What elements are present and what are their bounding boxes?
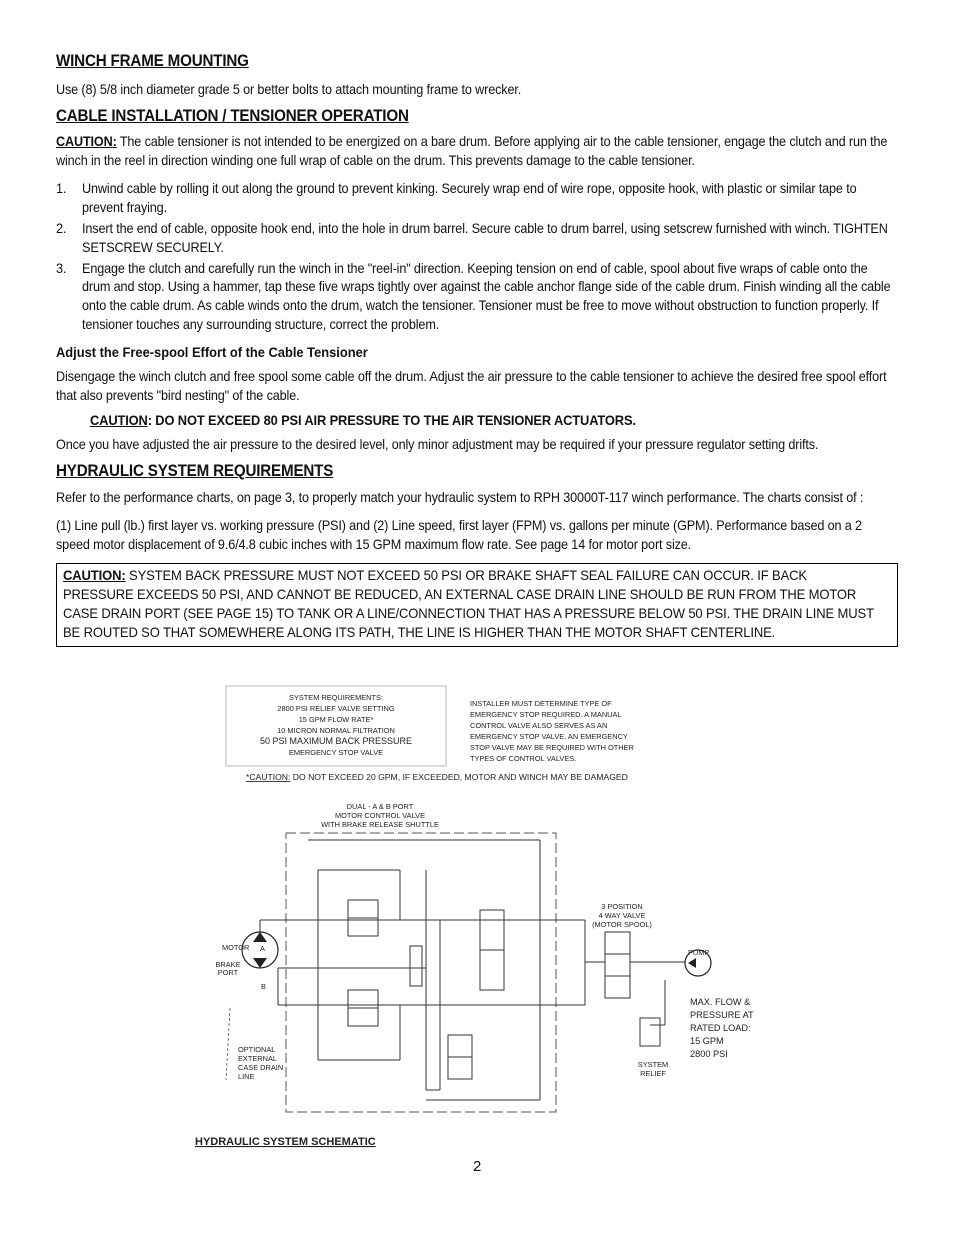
svg-text:DUAL - A & B PORT: DUAL - A & B PORT: [346, 802, 414, 811]
svg-text:SYSTEM REQUIREMENTS:: SYSTEM REQUIREMENTS:: [288, 693, 384, 702]
svg-text:STOP VALVE MAY BE REQUIRED WIT: STOP VALVE MAY BE REQUIRED WITH OTHER: [470, 743, 634, 752]
caution-text: The cable tensioner is not intended to be energized on a bare drum. Before applying air to the cable tensioner, engage the clutch and run the winch in the reel in direction winding one full wrap of cable on the drum. This prevents damage to the cable tensioner.: [56, 133, 888, 168]
svg-text:WITH BRAKE RELEASE SHUTTLE: WITH BRAKE RELEASE SHUTTLE: [321, 820, 439, 829]
svg-text:OPTIONAL: OPTIONAL: [238, 1045, 276, 1054]
dual-valve-label: [321, 802, 439, 829]
svg-text:50 PSI MAXIMUM BACK PRESSURE: 50 PSI MAXIMUM BACK PRESSURE: [259, 736, 413, 746]
installer-note: [470, 699, 634, 763]
cable-steps-list: [56, 180, 898, 334]
svg-text:BRAKE: BRAKE: [215, 960, 241, 969]
freespool-after-text: Once you have adjusted the air pressure to the desired level, only minor adjustment may be required if your pressure regulator setting drifts.: [56, 437, 819, 453]
freespool-text: Disengage the winch clutch and free spool some cable off the drum. Adjust the air pressure to the cable tensioner to achieve the desired free spool effort that also prevents "bird nesting" of the cable.: [56, 368, 887, 403]
svg-text:LINE: LINE: [238, 1072, 255, 1081]
cable-caution-paragraph: [56, 133, 898, 171]
svg-text:EMERGENCY STOP VALVE: EMERGENCY STOP VALVE: [288, 748, 384, 757]
svg-text:15 GPM: 15 GPM: [690, 1036, 724, 1046]
list-item: 3. Engage the clutch and carefully run the winch in the "reel-in" direction. Keeping tension on end of cable, spool about five wraps of cable onto the drum and stop. Using a hammer, tap these five wraps tightly over against the cable anchor flange side of the cable drum. Finish winding all the cable onto the cable drum. As cable winds onto the drum, watch the tensioner. Tensioner must be free to move without obstruction to function properly. If tensioner touches any surrounding structure, correct the problem.: [56, 260, 891, 332]
svg-text:EMERGENCY STOP VALVE. AN EME: EMERGENCY STOP VALVE. AN EMERGENCY: [470, 732, 628, 741]
freespool-caution: CAUTION: DO NOT EXCEED 80 PSI AIR PRESSURE TO THE AIR TENSIONER ACTUATORS.: [90, 412, 636, 429]
page-number: 2: [473, 1158, 482, 1175]
svg-text:MOTOR CONTROL VALVE: MOTOR CONTROL VALVE: [334, 811, 426, 820]
svg-text:PORT: PORT: [217, 968, 239, 977]
port-b-label: B: [261, 982, 266, 991]
caution-label: CAUTION:: [56, 133, 117, 149]
system-relief-valve: [640, 1018, 660, 1046]
requirements-text: [260, 693, 412, 757]
back-pressure-caution-box: CAUTION: SYSTEM BACK PRESSURE MUST NOT EXCEED 50 PSI OR BRAKE SHAFT SEAL FAILURE CAN OCCUR. IF BACK PRESSURE EXCEEDS 50 PSI, AND CANNOT BE REDUCED, AN EXTERNAL CASE DRAIN LINE SHOULD BE RUN FROM THE MOTOR CASE DRAIN PORT (SEE PAGE 15) TO TANK OR A LINE/CONNECTION THAT HAS A PRESSURE BELOW 50 PSI. THE DRAIN LINE MUST BE ROUTED SO THAT SOMEWHERE ALONG ITS PATH, THE LINE IS HIGHER THAN THE MOTOR SHAFT CENTERLINE.: [56, 563, 898, 647]
svg-text:4 WAY VALVE: 4 WAY VALVE: [598, 911, 646, 920]
svg-text:CASE DRAIN: CASE DRAIN: [238, 1063, 284, 1072]
emergency-stop-valve: [448, 1035, 472, 1057]
hydraulic-schematic: [190, 680, 754, 1150]
svg-text:3 POSITION: 3 POSITION: [601, 902, 643, 911]
hydraulic-para-2: (1) Line pull (lb.) first layer vs. working pressure (PSI) and (2) Line speed, first layer (FPM) vs. gallons per minute (GPM). Performance based on a 2 speed motor displacement of 9.6/4.8 cubic inches with 15 GPM maximum flow rate. See page 14 for motor port size.: [56, 517, 862, 552]
heading-hydraulic: HYDRAULIC SYSTEM REQUIREMENTS: [56, 461, 334, 480]
dual-valve-outline: [286, 833, 556, 1112]
case-drain-label: [238, 1045, 283, 1081]
motor-label: MOTOR: [222, 943, 250, 952]
svg-text:15 GPM FLOW RATE*: 15 GPM FLOW RATE*: [298, 715, 374, 724]
page-content: [56, 52, 898, 647]
hydraulic-para-1: Refer to the performance charts, on page 3, to properly match your hydraulic system to RPH 30000T-117 winch performance. The charts consist of :: [56, 489, 864, 505]
port-a-label: A: [260, 944, 265, 953]
four-way-valve: [605, 932, 630, 954]
svg-text:PRESSURE AT: PRESSURE AT: [690, 1010, 754, 1020]
schematic-drawing: [190, 680, 754, 1150]
shuttle-valve: [410, 946, 422, 986]
pump-label: PUMP: [688, 948, 710, 957]
svg-text:INSTALLER MUST DETERMINE TYPE: INSTALLER MUST DETERMINE TYPE OF: [470, 699, 612, 708]
svg-text:2800 PSI: 2800 PSI: [690, 1049, 728, 1059]
svg-text:2800 PSI RELIEF VALVE SETTING: 2800 PSI RELIEF VALVE SETTING: [277, 704, 395, 713]
list-item: 1. Unwind cable by rolling it out along the ground to prevent kinking. Securely wrap end of wire rope, opposite hook, with plastic or similar tape to prevent fraying.: [56, 181, 857, 216]
svg-text:MAX. FLOW &: MAX. FLOW &: [690, 997, 751, 1007]
svg-text:CONTROL VALVE ALSO SERVES AS A: CONTROL VALVE ALSO SERVES AS AN: [470, 721, 608, 730]
schematic-title: HYDRAULIC SYSTEM SCHEMATIC: [195, 1136, 376, 1148]
svg-text:RATED LOAD:: RATED LOAD:: [690, 1023, 751, 1033]
svg-text:TYPES OF CONTROL VALVES.: TYPES OF CONTROL VALVES.: [470, 754, 577, 763]
winch-frame-text: Use (8) 5/8 inch diameter grade 5 or better bolts to attach mounting frame to wrecker.: [56, 82, 522, 97]
system-relief-label: [638, 1060, 668, 1078]
heading-winch-frame: WINCH FRAME MOUNTING: [56, 52, 249, 70]
gpm-caution-note: *CAUTION: DO NOT EXCEED 20 GPM, IF EXCEEDED, MOTOR AND WINCH MAY BE DAMAGED: [246, 772, 628, 782]
svg-text:10 MICRON NORMAL FILTRATION: 10 MICRON NORMAL FILTRATION: [277, 726, 395, 735]
upper-valve: [348, 900, 378, 918]
svg-text:(MOTOR SPOOL): (MOTOR SPOOL): [592, 920, 652, 929]
heading-freespool: Adjust the Free-spool Effort of the Cable Tensioner: [56, 343, 368, 360]
flow-note: [690, 997, 754, 1059]
four-way-valve-label: [592, 902, 652, 929]
svg-text:EMERGENCY STOP REQUIRED. A MA: EMERGENCY STOP REQUIRED. A MANUAL: [470, 710, 622, 719]
svg-text:SYSTEM: SYSTEM: [637, 1060, 669, 1069]
brake-port-label: [215, 960, 240, 977]
list-item: 2. Insert the end of cable, opposite hook end, into the hole in drum barrel. Secure cable to drum barrel, using setscrew furnished with winch. TIGHTEN SETSCREW SECURELY.: [56, 220, 888, 255]
heading-cable-installation: CABLE INSTALLATION / TENSIONER OPERATION: [56, 106, 409, 125]
svg-text:EXTERNAL: EXTERNAL: [238, 1054, 278, 1063]
svg-text:RELIEF: RELIEF: [640, 1069, 666, 1078]
directional-valve: [480, 910, 504, 950]
